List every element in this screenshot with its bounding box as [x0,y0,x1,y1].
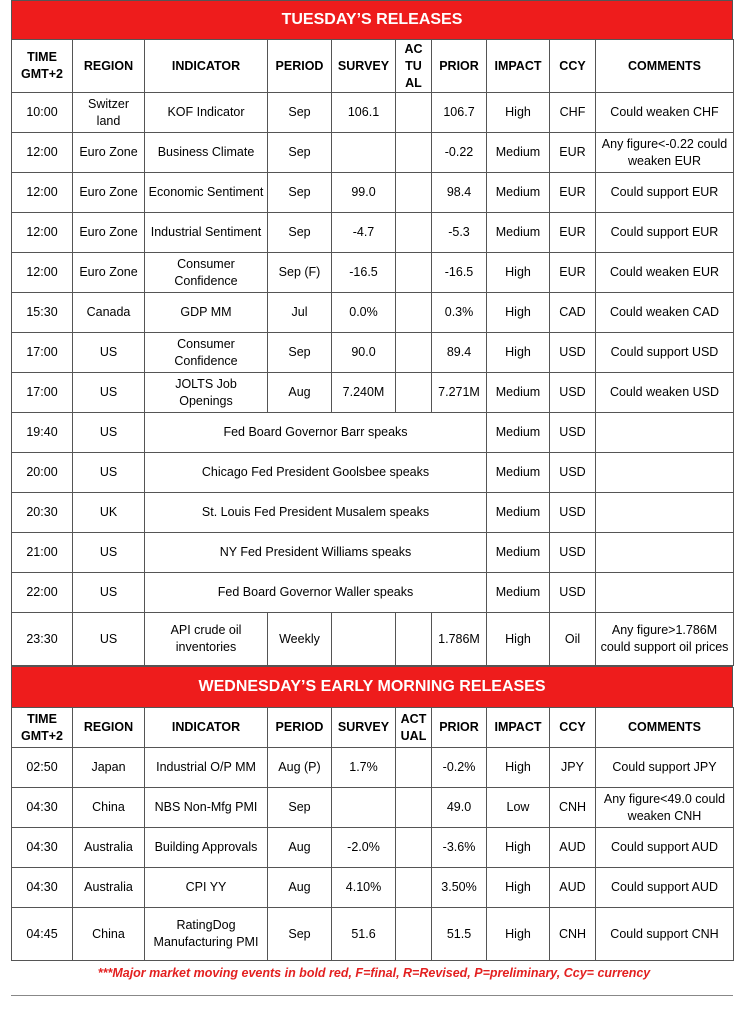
cell-indicator: CPI YY [145,868,268,908]
header-impact: IMPACT [487,40,550,93]
cell-region: US [73,613,145,666]
cell-time: 10:00 [12,93,73,133]
cell-prior: 89.4 [432,333,487,373]
cell-ccy: USD [550,413,596,453]
cell-actual [396,373,432,413]
cell-comments: Could support EUR [596,213,734,253]
cell-region: US [73,453,145,493]
table-row [12,93,734,133]
cell-time: 17:00 [12,373,73,413]
cell-prior: 49.0 [432,788,487,828]
cell-region: Euro Zone [73,213,145,253]
cell-impact: High [487,828,550,868]
cell-time: 15:30 [12,293,73,333]
cell-prior: 1.786M [432,613,487,666]
cell-impact: Medium [487,493,550,533]
cell-time: 04:30 [12,788,73,828]
cell-survey: -2.0% [332,828,396,868]
header-period: PERIOD [268,708,332,748]
table-row [12,613,734,666]
cell-indicator: JOLTS Job Openings [145,373,268,413]
table-row [12,293,734,333]
cell-region: Canada [73,293,145,333]
speech-row [12,493,734,533]
table-row [12,253,734,293]
cell-impact: Medium [487,453,550,493]
cell-time: 02:50 [12,748,73,788]
cell-ccy: USD [550,493,596,533]
cell-event: Fed Board Governor Barr speaks [145,413,487,453]
cell-actual [396,613,432,666]
cell-time: 17:00 [12,333,73,373]
cell-actual [396,293,432,333]
wednesday-banner: WEDNESDAY’S EARLY MORNING RELEASES [11,666,733,707]
cell-indicator: API crude oil inventories [145,613,268,666]
cell-comments: Any figure<49.0 could weaken CNH [596,788,734,828]
cell-event: Chicago Fed President Goolsbee speaks [145,453,487,493]
header-period: PERIOD [268,40,332,93]
cell-period: Sep [268,788,332,828]
cell-prior: 51.5 [432,908,487,961]
cell-region: US [73,413,145,453]
cell-ccy: USD [550,533,596,573]
header-time: TIME GMT+2 [12,40,73,93]
cell-actual [396,93,432,133]
cell-time: 04:45 [12,908,73,961]
cell-comments: Could support CNH [596,908,734,961]
cell-impact: Medium [487,173,550,213]
cell-event: St. Louis Fed President Musalem speaks [145,493,487,533]
table-row [12,868,734,908]
header-comments: COMMENTS [596,40,734,93]
table-row [12,373,734,413]
cell-comments: Could weaken CAD [596,293,734,333]
cell-event: Fed Board Governor Waller speaks [145,573,487,613]
cell-comments: Could weaken EUR [596,253,734,293]
cell-impact: High [487,613,550,666]
cell-actual [396,213,432,253]
cell-time: 12:00 [12,133,73,173]
wednesday-header-row [12,708,734,748]
header-ccy: CCY [550,40,596,93]
cell-time: 19:40 [12,413,73,453]
cell-indicator: Consumer Confidence [145,253,268,293]
cell-time: 04:30 [12,828,73,868]
cell-impact: High [487,748,550,788]
cell-period: Sep (F) [268,253,332,293]
table-row [12,133,734,173]
cell-survey: 99.0 [332,173,396,213]
cell-actual [396,333,432,373]
cell-comments [596,533,734,573]
table-row [12,828,734,868]
cell-ccy: AUD [550,868,596,908]
cell-region: US [73,573,145,613]
cell-time: 12:00 [12,213,73,253]
cell-comments: Could support AUD [596,828,734,868]
table-row [12,173,734,213]
cell-impact: Medium [487,373,550,413]
cell-survey: 106.1 [332,93,396,133]
cell-indicator: KOF Indicator [145,93,268,133]
cell-time: 21:00 [12,533,73,573]
cell-period: Jul [268,293,332,333]
cell-comments: Could weaken CHF [596,93,734,133]
cell-ccy: EUR [550,213,596,253]
cell-time: 23:30 [12,613,73,666]
cell-region: China [73,788,145,828]
cell-comments [596,413,734,453]
cell-indicator: Industrial Sentiment [145,213,268,253]
header-prior: PRIOR [432,40,487,93]
cell-region: China [73,908,145,961]
header-region: REGION [73,40,145,93]
table-row [12,788,734,828]
cell-impact: High [487,333,550,373]
header-time: TIME GMT+2 [12,708,73,748]
cell-survey: -16.5 [332,253,396,293]
wednesday-table [11,707,734,961]
cell-comments: Any figure>1.786M could support oil prices [596,613,734,666]
cell-period: Aug (P) [268,748,332,788]
cell-impact: High [487,93,550,133]
cell-comments: Could support USD [596,333,734,373]
cell-period: Sep [268,213,332,253]
cell-comments: Could support AUD [596,868,734,908]
cell-ccy: CAD [550,293,596,333]
cell-period: Sep [268,173,332,213]
header-ccy: CCY [550,708,596,748]
cell-impact: High [487,868,550,908]
cell-region: Euro Zone [73,133,145,173]
cell-indicator: NBS Non-Mfg PMI [145,788,268,828]
cell-period: Sep [268,133,332,173]
cell-period: Sep [268,333,332,373]
cell-prior: 98.4 [432,173,487,213]
cell-actual [396,253,432,293]
cell-time: 04:30 [12,868,73,908]
cell-ccy: CHF [550,93,596,133]
cell-ccy: USD [550,373,596,413]
cell-prior: 7.271M [432,373,487,413]
cell-time: 20:00 [12,453,73,493]
cell-region: Euro Zone [73,253,145,293]
table-row [12,213,734,253]
header-actual: ACTUAL [396,708,432,748]
cell-comments: Could support JPY [596,748,734,788]
cell-period: Aug [268,828,332,868]
cell-survey: 4.10% [332,868,396,908]
header-prior: PRIOR [432,708,487,748]
cell-period: Sep [268,908,332,961]
header-survey: SURVEY [332,708,396,748]
cell-survey: 51.6 [332,908,396,961]
cell-actual [396,828,432,868]
tuesday-banner: TUESDAY’S RELEASES [11,0,733,39]
cell-comments [596,493,734,533]
footnote: ***Major market moving events in bold red, F=final, R=Revised, P=preliminary, Ccy= currency [97,966,651,980]
cell-indicator: Business Climate [145,133,268,173]
cell-impact: Medium [487,213,550,253]
cell-actual [396,868,432,908]
cell-indicator: Building Approvals [145,828,268,868]
cell-survey: 0.0% [332,293,396,333]
cell-indicator: Industrial O/P MM [145,748,268,788]
header-indicator: INDICATOR [145,708,268,748]
header-actual: ACTUAL [396,40,432,93]
header-survey: SURVEY [332,40,396,93]
speech-row [12,573,734,613]
cell-time: 12:00 [12,253,73,293]
cell-period: Aug [268,373,332,413]
cell-region: US [73,373,145,413]
cell-time: 22:00 [12,573,73,613]
cell-survey [332,133,396,173]
cell-comments: Any figure<-0.22 could weaken EUR [596,133,734,173]
cell-ccy: EUR [550,253,596,293]
cell-region: Australia [73,868,145,908]
cell-prior: -5.3 [432,213,487,253]
cell-event: NY Fed President Williams speaks [145,533,487,573]
cell-survey: 1.7% [332,748,396,788]
cell-region: Australia [73,828,145,868]
cell-region: Euro Zone [73,173,145,213]
cell-region: Japan [73,748,145,788]
cell-survey: -4.7 [332,213,396,253]
cell-indicator: GDP MM [145,293,268,333]
cell-indicator: Economic Sentiment [145,173,268,213]
tuesday-header-row [12,40,734,93]
bottom-divider [11,995,733,996]
cell-comments [596,573,734,613]
speech-row [12,453,734,493]
cell-impact: High [487,293,550,333]
cell-region: UK [73,493,145,533]
cell-ccy: Oil [550,613,596,666]
cell-period: Sep [268,93,332,133]
cell-ccy: AUD [550,828,596,868]
cell-impact: Medium [487,573,550,613]
cell-prior: 3.50% [432,868,487,908]
cell-impact: Low [487,788,550,828]
cell-comments: Could support EUR [596,173,734,213]
header-impact: IMPACT [487,708,550,748]
header-indicator: INDICATOR [145,40,268,93]
cell-prior: -0.2% [432,748,487,788]
tuesday-table [11,39,734,666]
cell-ccy: EUR [550,133,596,173]
cell-ccy: CNH [550,788,596,828]
cell-survey: 90.0 [332,333,396,373]
cell-time: 12:00 [12,173,73,213]
cell-actual [396,173,432,213]
cell-actual [396,788,432,828]
cell-region: US [73,333,145,373]
cell-period: Aug [268,868,332,908]
cell-prior: -0.22 [432,133,487,173]
releases-document [11,0,733,961]
cell-ccy: USD [550,453,596,493]
cell-impact: Medium [487,133,550,173]
cell-period: Weekly [268,613,332,666]
cell-prior: -3.6% [432,828,487,868]
cell-ccy: CNH [550,908,596,961]
cell-ccy: USD [550,333,596,373]
speech-row [12,533,734,573]
cell-comments: Could weaken USD [596,373,734,413]
cell-prior: 0.3% [432,293,487,333]
cell-comments [596,453,734,493]
cell-prior: -16.5 [432,253,487,293]
speech-row [12,413,734,453]
cell-region: Switzer land [73,93,145,133]
cell-impact: Medium [487,413,550,453]
cell-ccy: JPY [550,748,596,788]
cell-actual [396,748,432,788]
cell-survey [332,788,396,828]
cell-indicator: Consumer Confidence [145,333,268,373]
cell-impact: High [487,908,550,961]
header-region: REGION [73,708,145,748]
cell-actual [396,908,432,961]
table-row [12,748,734,788]
cell-impact: High [487,253,550,293]
table-row [12,908,734,961]
cell-prior: 106.7 [432,93,487,133]
cell-ccy: USD [550,573,596,613]
cell-actual [396,133,432,173]
cell-indicator: RatingDog Manufacturing PMI [145,908,268,961]
table-row [12,333,734,373]
cell-time: 20:30 [12,493,73,533]
cell-region: US [73,533,145,573]
cell-survey [332,613,396,666]
cell-survey: 7.240M [332,373,396,413]
cell-ccy: EUR [550,173,596,213]
cell-impact: Medium [487,533,550,573]
header-comments: COMMENTS [596,708,734,748]
